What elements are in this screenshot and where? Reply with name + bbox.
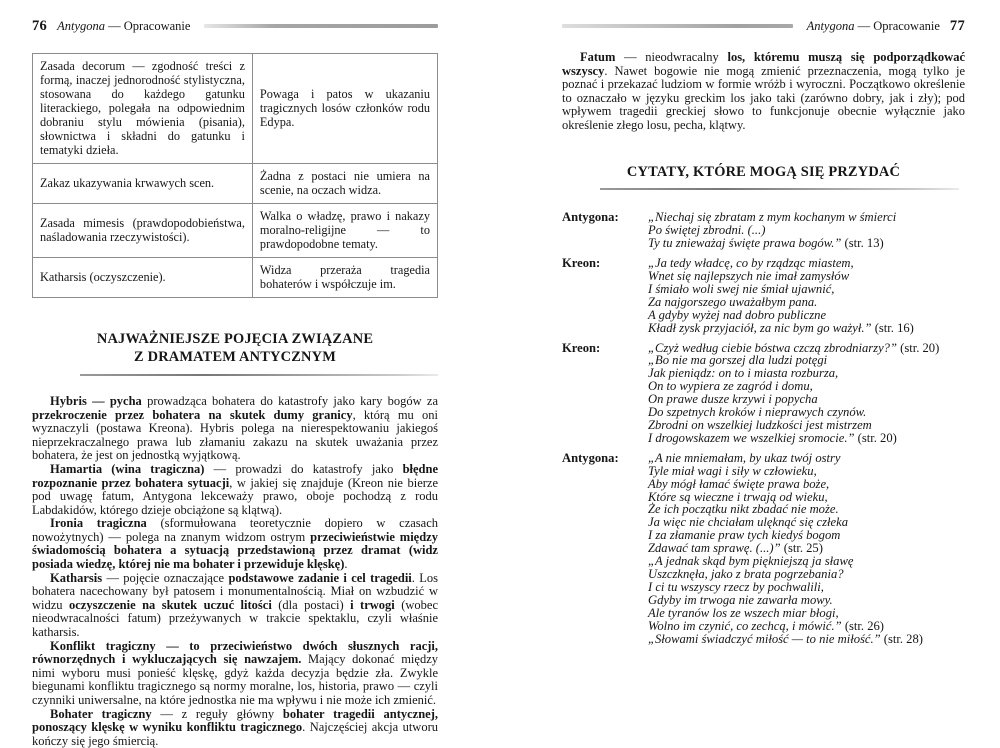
quote-page-ref: (str. 20)	[857, 430, 897, 445]
text-run: . Los bohatera nacechowany był patosem i monumentalnością. Miał on wzbudzić w widzu	[32, 570, 439, 612]
paragraph	[32, 395, 438, 463]
text-run: przekroczenie przez bohatera na skutek dumy granicy	[32, 407, 353, 422]
text-run: podstawowe zadanie i cel tragedii	[228, 570, 412, 585]
quote-text: I za złamanie praw tych kiedyś bogom	[648, 528, 841, 543]
quote-text: Że ich początku nikt zbadać nie może.	[648, 502, 839, 517]
text-run: Fatum	[580, 50, 616, 64]
text-run: Konflikt tragiczny — to przeciwieństwo dwóch słusznych racji, równorzędnych i wykluczających się nawzajem.	[32, 638, 438, 667]
quote-text: Tyle miał wagi i siły w człowieku,	[648, 463, 817, 478]
table-cell-example: Powaga i patos w ukazaniu tragicznych losów członków rodu Edypa.	[252, 54, 437, 164]
quote-lines	[648, 257, 965, 334]
quote-speaker: Antygona:	[562, 450, 619, 465]
table-row	[33, 258, 438, 298]
definitions-paragraphs	[32, 395, 438, 748]
quote-page-ref: (str. 13)	[844, 236, 884, 251]
quote-text: Aby mógł łamać święte prawa boże,	[648, 476, 830, 491]
quote-text: Wnet się najlepszych nie imał zamysłów	[648, 269, 850, 284]
paragraph	[32, 640, 438, 708]
text-run: Hamartia (wina tragiczna)	[50, 461, 205, 476]
quote-page-ref: (str. 25)	[783, 541, 823, 556]
quote-speaker: Antygona:	[562, 210, 619, 225]
text-run: — z reguły główny	[151, 706, 283, 721]
quotes-list	[562, 211, 965, 645]
quote-lines	[648, 342, 965, 445]
quote-text: „Bo nie ma gorszej dla ludzi potęgi	[648, 353, 828, 368]
page-right	[562, 18, 965, 652]
text-run: przeciwieństwie między świadomością bohatera a sytuacją przedstawioną przez dramat (widz posiada wiedzę, której nie ma bohater i przewiduje klęskę)	[32, 529, 438, 572]
running-title-right: Antygona — Opracowanie	[806, 18, 940, 33]
text-run: Mający dokonać między nimi wyboru musi ponieść klęskę, gdyż każda decyzja będzie zła. Zwykle biegunami konfliktu tragicznego są normy moralne, los, historia, prawo — czyli czynniki uniwersalne, na które jednostka nie ma wpływu i nie może ich zmienić.	[32, 652, 438, 707]
page-number-right: 77	[949, 17, 965, 34]
quote-page-ref: (str. 26)	[844, 618, 884, 633]
running-head-right	[562, 18, 965, 34]
quote-text: On prawe dusze krzywi i popycha	[648, 392, 818, 407]
quote-line	[648, 237, 965, 250]
text-run: (dla postaci)	[271, 597, 351, 612]
quote-page-ref: (str. 20)	[900, 340, 940, 355]
text-run: — pojęcie oznaczające	[102, 570, 229, 585]
text-run: .	[344, 557, 348, 572]
quote-text: „Czyż według ciebie bóstwa czczą zbrodniarzy?”	[648, 340, 897, 355]
text-run: . Najczęściej akcja utworu kończy się jego śmiercią.	[32, 720, 438, 748]
quote-text: Ja więc nie chciałam ulęknąć się człeka	[648, 515, 849, 530]
paragraph	[562, 51, 965, 133]
header-rule-right	[562, 24, 793, 28]
quote-block	[562, 342, 965, 445]
section-heading-rule-left	[80, 374, 438, 376]
page-left	[32, 18, 438, 748]
text-run: (wobec nieodwracalności fatum) przeżywanych w trakcie spektaklu, czyli właśnie katharsis.	[32, 597, 438, 640]
quote-lines	[648, 452, 965, 646]
header-rule-left	[204, 24, 438, 28]
quote-text: I drogowskazem we wszelkiej sromocie.”	[648, 430, 855, 445]
table-row	[33, 164, 438, 204]
text-run: , w jakiej się znajduje (Kreon nie bierze pod uwagę fatum, Antygona lekceważy prawo, oboje pochodzą z rodu Labdakidów, którego dzieje obciążone są klątwą).	[32, 475, 439, 517]
quote-text: Jak pieniądz: on to i miasta rozburza,	[648, 366, 839, 381]
text-run: oczyszczenie na skutek uczuć litości	[69, 597, 272, 612]
quote-line	[648, 432, 965, 445]
quote-block	[562, 257, 965, 334]
paragraph	[32, 708, 438, 748]
quote-text: „A jednak skąd bym piękniejszą ja sławę	[648, 554, 854, 569]
quote-line	[648, 633, 965, 646]
quote-text: Do szpetnych kroków i nieprawych czynów.	[648, 405, 867, 420]
quote-text: Gdyby im trwoga nie zawarła mowy.	[648, 592, 833, 607]
quote-text: „Ja tedy władcę, co by rządząc miastem,	[648, 256, 854, 271]
quote-text: Ale tyranów los ze wszech miar błogi,	[648, 605, 839, 620]
text-run: , którą mu oni wyznaczyli (postawa Kreona). Hybris polega na nierespektowaniu jakiegoś nieprzekraczalnego prawa lub złamaniu zakazu na skutek uważania przez bohatera, że jest on jednostką wyjątkową.	[32, 407, 438, 463]
quote-text: Zdawać tam sprawę. (...)”	[648, 541, 781, 556]
quote-text: Po świętej zbrodni. (...)	[648, 223, 766, 238]
text-run: Ironia tragiczna	[50, 516, 147, 531]
quote-text: „A nie mniemałam, by ukaz twój ostry	[648, 450, 841, 465]
drama-rules-table	[32, 53, 438, 298]
table-cell-rule: Zasada decorum — zgodność treści z formą, inaczej jednorodność stylistyczna, stosowana do każdego gatunku literackiego, polegała na odpowiednim dobraniu stylu mówienia (pisania), słownictwa i składni do gatunku i tematyki dzieła.	[33, 54, 253, 164]
text-run: Katharsis	[50, 570, 103, 585]
paragraph	[32, 517, 438, 571]
section-heading-right: CYTATY, KTÓRE MOGĄ SIĘ PRZYDAĆ	[626, 163, 901, 180]
quote-line	[648, 322, 965, 335]
text-run: . Nawet bogowie nie mogą zmienić przeznaczenia, mogą tylko je poznać i przekazać ludziom w formie wróżb i wyroczni. Początkowo określenie to oznaczało w języku greckim los jako taki (zarówno dobry, jak i zły); pod wpływem tragedii greckiej słowo to funkcjonuje obecnie wyłącznie jako określenie złego losu, pecha, klątwy.	[562, 63, 965, 132]
table-cell-example: Żadna z postaci nie umiera na scenie, na oczach widza.	[252, 164, 437, 204]
table-cell-example: Widza przeraża tragedia bohaterów i współczuje im.	[252, 258, 437, 298]
section-heading-left: NAJWAŻNIEJSZE POJĘCIA ZWIĄZANE Z DRAMATEM ANTYCZNYM	[96, 331, 374, 366]
quote-block	[562, 452, 965, 646]
quote-text: „Niechaj się zbratam z mym kochanym w śmierci	[648, 210, 897, 225]
quote-page-ref: (str. 16)	[874, 320, 914, 335]
table-row	[33, 204, 438, 258]
text-run: i trwogi	[350, 597, 395, 612]
quote-speaker: Kreon:	[562, 340, 601, 355]
paragraph	[32, 463, 438, 517]
text-run: błędne rozpoznanie przez bohatera sytuacji	[32, 461, 439, 490]
quote-text: Uszczknęła, jako z brata pogrzebania?	[648, 566, 844, 581]
running-head-left	[32, 18, 438, 34]
quote-text: Zbrodni on wszelkiej ludzkości jest mistrzem	[648, 418, 872, 433]
table-cell-rule: Zakaz ukazywania krwawych scen.	[33, 164, 253, 204]
text-run: los, któremu muszą się podporządkować wszyscy	[562, 50, 965, 78]
quote-page-ref: (str. 28)	[883, 631, 923, 646]
text-run: Hybris — pycha	[50, 393, 142, 408]
quote-text: Za najgorszego uważałbym pana.	[648, 294, 818, 309]
quote-lines	[648, 211, 965, 250]
quote-text: On to wypiera ze zagród i domu,	[648, 379, 813, 394]
quote-speaker: Kreon:	[562, 256, 601, 271]
quote-text: A gdyby wyżej nad dobro publiczne	[648, 307, 827, 322]
fatum-paragraph	[562, 51, 965, 133]
section-heading-rule-right	[600, 188, 959, 190]
quote-text: I śmiało woli swej nie śmiał ujawnić,	[648, 281, 835, 296]
table-cell-rule: Katharsis (oczyszczenie).	[33, 258, 253, 298]
table-cell-rule: Zasada mimesis (prawdopodobieństwa, naśladowania rzeczywistości).	[33, 204, 253, 258]
text-run: (sformułowana teoretycznie dopiero w czasach nowożytnych) — polega na znanym widzom ostrym	[32, 516, 439, 544]
paragraph	[32, 572, 438, 640]
text-run: Bohater tragiczny	[50, 706, 152, 721]
quote-block	[562, 211, 965, 250]
page-number-left: 76	[32, 17, 48, 34]
table-cell-example: Walka o władzę, prawo i nakazy moralno-religijne — to prawdopodobne tematy.	[252, 204, 437, 258]
quote-text: „Słowami świadczyć miłość — to nie miłość.”	[648, 631, 881, 646]
text-run: — prowadzi do katastrofy jako	[204, 461, 403, 476]
quote-text: Wolno im czynić, co zechcą, i mówić.”	[648, 618, 842, 633]
text-run: bohater tragedii antycznej, ponoszący klęskę w wyniku konfliktu tragicznego	[32, 706, 439, 735]
quote-text: I ci tu wszyscy rzecz by pochwalili,	[648, 579, 824, 594]
text-run: — nieodwracalny	[615, 50, 728, 64]
table-row	[33, 54, 438, 164]
quote-text: Kładł zysk przyjaciół, za nic bym go ważył.”	[648, 320, 872, 335]
quote-text: Które są wieczne i trwają od wieku,	[648, 489, 828, 504]
running-title-left: Antygona — Opracowanie	[57, 18, 191, 33]
quote-text: Ty tu znieważaj święte prawa bogów.”	[648, 236, 842, 251]
text-run: prowadząca bohatera do katastrofy jako kary bogów za	[141, 393, 439, 408]
